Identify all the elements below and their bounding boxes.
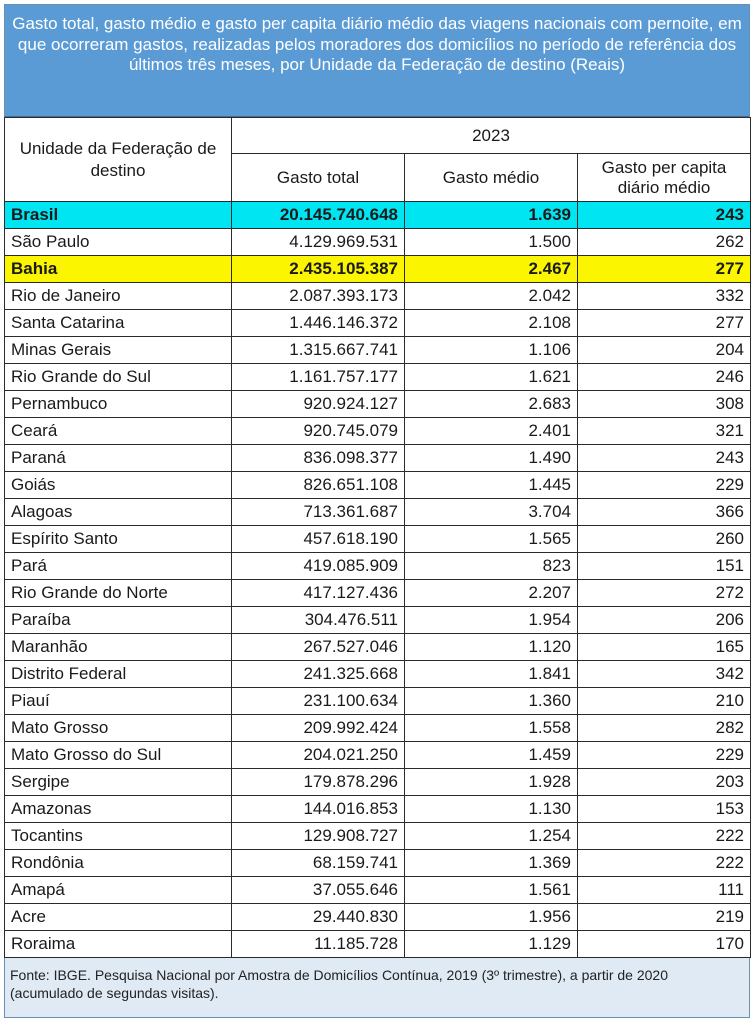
cell-gasto-medio: 2.467 bbox=[405, 256, 578, 283]
cell-gasto-medio: 1.360 bbox=[405, 688, 578, 715]
cell-gasto-medio: 2.683 bbox=[405, 391, 578, 418]
table-row bbox=[5, 202, 751, 229]
table-row bbox=[5, 337, 751, 364]
table-row bbox=[5, 931, 751, 958]
cell-gasto-total: 231.100.634 bbox=[232, 688, 405, 715]
cell-gasto-total: 144.016.853 bbox=[232, 796, 405, 823]
cell-gasto-per-capita: 332 bbox=[578, 283, 751, 310]
cell-gasto-per-capita: 229 bbox=[578, 472, 751, 499]
cell-gasto-per-capita: 210 bbox=[578, 688, 751, 715]
cell-gasto-total: 920.745.079 bbox=[232, 418, 405, 445]
cell-gasto-total: 209.992.424 bbox=[232, 715, 405, 742]
cell-gasto-per-capita: 342 bbox=[578, 661, 751, 688]
table-row bbox=[5, 715, 751, 742]
cell-gasto-per-capita: 277 bbox=[578, 256, 751, 283]
cell-gasto-per-capita: 165 bbox=[578, 634, 751, 661]
cell-uf: Espírito Santo bbox=[5, 526, 232, 553]
cell-gasto-medio: 1.369 bbox=[405, 850, 578, 877]
cell-gasto-per-capita: 203 bbox=[578, 769, 751, 796]
cell-gasto-per-capita: 111 bbox=[578, 877, 751, 904]
cell-gasto-total: 2.087.393.173 bbox=[232, 283, 405, 310]
cell-gasto-total: 1.161.757.177 bbox=[232, 364, 405, 391]
table-row bbox=[5, 769, 751, 796]
cell-gasto-medio: 1.490 bbox=[405, 445, 578, 472]
cell-gasto-medio: 2.207 bbox=[405, 580, 578, 607]
cell-gasto-total: 419.085.909 bbox=[232, 553, 405, 580]
cell-gasto-per-capita: 222 bbox=[578, 823, 751, 850]
cell-uf: Rondônia bbox=[5, 850, 232, 877]
cell-gasto-total: 304.476.511 bbox=[232, 607, 405, 634]
table-row bbox=[5, 472, 751, 499]
cell-gasto-medio: 2.108 bbox=[405, 310, 578, 337]
cell-uf: Sergipe bbox=[5, 769, 232, 796]
cell-gasto-per-capita: 277 bbox=[578, 310, 751, 337]
cell-uf: Paraíba bbox=[5, 607, 232, 634]
cell-gasto-per-capita: 246 bbox=[578, 364, 751, 391]
cell-gasto-medio: 1.445 bbox=[405, 472, 578, 499]
cell-gasto-medio: 1.120 bbox=[405, 634, 578, 661]
cell-gasto-per-capita: 219 bbox=[578, 904, 751, 931]
table-row bbox=[5, 796, 751, 823]
cell-gasto-per-capita: 170 bbox=[578, 931, 751, 958]
cell-gasto-medio: 1.500 bbox=[405, 229, 578, 256]
table-row bbox=[5, 607, 751, 634]
cell-gasto-total: 68.159.741 bbox=[232, 850, 405, 877]
data-table bbox=[4, 117, 751, 958]
table-row bbox=[5, 823, 751, 850]
table-row bbox=[5, 742, 751, 769]
cell-gasto-per-capita: 204 bbox=[578, 337, 751, 364]
cell-gasto-per-capita: 243 bbox=[578, 202, 751, 229]
cell-gasto-per-capita: 151 bbox=[578, 553, 751, 580]
cell-gasto-per-capita: 153 bbox=[578, 796, 751, 823]
table-row bbox=[5, 688, 751, 715]
table-row bbox=[5, 364, 751, 391]
cell-gasto-per-capita: 272 bbox=[578, 580, 751, 607]
cell-uf: Tocantins bbox=[5, 823, 232, 850]
cell-gasto-per-capita: 321 bbox=[578, 418, 751, 445]
cell-gasto-medio: 1.561 bbox=[405, 877, 578, 904]
table-row bbox=[5, 283, 751, 310]
cell-gasto-total: 826.651.108 bbox=[232, 472, 405, 499]
cell-gasto-per-capita: 243 bbox=[578, 445, 751, 472]
cell-gasto-total: 37.055.646 bbox=[232, 877, 405, 904]
cell-gasto-total: 4.129.969.531 bbox=[232, 229, 405, 256]
cell-uf: Amapá bbox=[5, 877, 232, 904]
cell-gasto-medio: 2.042 bbox=[405, 283, 578, 310]
cell-uf: Santa Catarina bbox=[5, 310, 232, 337]
cell-uf: Mato Grosso bbox=[5, 715, 232, 742]
cell-gasto-medio: 1.130 bbox=[405, 796, 578, 823]
table-row bbox=[5, 661, 751, 688]
cell-gasto-total: 1.315.667.741 bbox=[232, 337, 405, 364]
table-row bbox=[5, 310, 751, 337]
cell-gasto-medio: 1.956 bbox=[405, 904, 578, 931]
cell-gasto-per-capita: 222 bbox=[578, 850, 751, 877]
table-row bbox=[5, 256, 751, 283]
table-row bbox=[5, 634, 751, 661]
table-row bbox=[5, 580, 751, 607]
cell-gasto-medio: 1.254 bbox=[405, 823, 578, 850]
cell-gasto-total: 457.618.190 bbox=[232, 526, 405, 553]
cell-uf: Pernambuco bbox=[5, 391, 232, 418]
table-row bbox=[5, 418, 751, 445]
table-body bbox=[5, 202, 751, 958]
cell-uf: Ceará bbox=[5, 418, 232, 445]
header-gasto-per-capita: Gasto per capita diário médio bbox=[578, 154, 751, 202]
cell-uf: Rio Grande do Norte bbox=[5, 580, 232, 607]
cell-uf: Bahia bbox=[5, 256, 232, 283]
cell-gasto-total: 29.440.830 bbox=[232, 904, 405, 931]
cell-gasto-per-capita: 229 bbox=[578, 742, 751, 769]
cell-uf: Maranhão bbox=[5, 634, 232, 661]
cell-uf: São Paulo bbox=[5, 229, 232, 256]
cell-gasto-medio: 1.621 bbox=[405, 364, 578, 391]
cell-gasto-total: 179.878.296 bbox=[232, 769, 405, 796]
source-note: Fonte: IBGE. Pesquisa Nacional por Amostra de Domicílios Contínua, 2019 (3º trimestre), a partir de 2020 (acumulado de segundas visitas). bbox=[10, 967, 668, 1001]
cell-gasto-medio: 1.565 bbox=[405, 526, 578, 553]
cell-gasto-total: 129.908.727 bbox=[232, 823, 405, 850]
cell-uf: Acre bbox=[5, 904, 232, 931]
table-row bbox=[5, 391, 751, 418]
cell-gasto-total: 267.527.046 bbox=[232, 634, 405, 661]
cell-uf: Distrito Federal bbox=[5, 661, 232, 688]
cell-gasto-per-capita: 308 bbox=[578, 391, 751, 418]
cell-uf: Amazonas bbox=[5, 796, 232, 823]
cell-gasto-medio: 1.106 bbox=[405, 337, 578, 364]
cell-uf: Roraima bbox=[5, 931, 232, 958]
table-row bbox=[5, 553, 751, 580]
cell-gasto-total: 920.924.127 bbox=[232, 391, 405, 418]
cell-gasto-medio: 1.928 bbox=[405, 769, 578, 796]
header-uf: Unidade da Federação de destino bbox=[5, 118, 232, 202]
cell-gasto-total: 417.127.436 bbox=[232, 580, 405, 607]
cell-gasto-medio: 1.954 bbox=[405, 607, 578, 634]
cell-uf: Alagoas bbox=[5, 499, 232, 526]
cell-gasto-total: 836.098.377 bbox=[232, 445, 405, 472]
cell-gasto-medio: 1.841 bbox=[405, 661, 578, 688]
cell-gasto-per-capita: 206 bbox=[578, 607, 751, 634]
cell-gasto-total: 241.325.668 bbox=[232, 661, 405, 688]
cell-uf: Rio de Janeiro bbox=[5, 283, 232, 310]
cell-gasto-per-capita: 366 bbox=[578, 499, 751, 526]
header-year: 2023 bbox=[232, 118, 751, 154]
cell-gasto-medio: 1.639 bbox=[405, 202, 578, 229]
table-card bbox=[4, 4, 750, 1018]
cell-uf: Mato Grosso do Sul bbox=[5, 742, 232, 769]
table-row bbox=[5, 904, 751, 931]
cell-gasto-total: 1.446.146.372 bbox=[232, 310, 405, 337]
cell-gasto-medio: 823 bbox=[405, 553, 578, 580]
cell-gasto-medio: 3.704 bbox=[405, 499, 578, 526]
cell-gasto-per-capita: 282 bbox=[578, 715, 751, 742]
cell-gasto-medio: 2.401 bbox=[405, 418, 578, 445]
cell-gasto-per-capita: 260 bbox=[578, 526, 751, 553]
table-row bbox=[5, 526, 751, 553]
cell-gasto-total: 11.185.728 bbox=[232, 931, 405, 958]
cell-gasto-total: 20.145.740.648 bbox=[232, 202, 405, 229]
table-row bbox=[5, 850, 751, 877]
cell-uf: Goiás bbox=[5, 472, 232, 499]
cell-gasto-medio: 1.558 bbox=[405, 715, 578, 742]
table-title: Gasto total, gasto médio e gasto per capita diário médio das viagens nacionais com pernoite, em que ocorreram gastos, realizadas pelos moradores dos domicílios no período de referência dos últimos três meses, por Unidade da Federação de destino (Reais) bbox=[5, 5, 749, 117]
cell-uf: Brasil bbox=[5, 202, 232, 229]
table-row bbox=[5, 229, 751, 256]
cell-uf: Pará bbox=[5, 553, 232, 580]
cell-gasto-total: 713.361.687 bbox=[232, 499, 405, 526]
cell-uf: Minas Gerais bbox=[5, 337, 232, 364]
cell-gasto-total: 204.021.250 bbox=[232, 742, 405, 769]
header-gasto-medio: Gasto médio bbox=[405, 154, 578, 202]
cell-uf: Rio Grande do Sul bbox=[5, 364, 232, 391]
cell-uf: Piauí bbox=[5, 688, 232, 715]
table-row bbox=[5, 445, 751, 472]
cell-gasto-per-capita: 262 bbox=[578, 229, 751, 256]
table-row bbox=[5, 877, 751, 904]
cell-gasto-medio: 1.129 bbox=[405, 931, 578, 958]
header-gasto-total: Gasto total bbox=[232, 154, 405, 202]
cell-uf: Paraná bbox=[5, 445, 232, 472]
table-row bbox=[5, 499, 751, 526]
cell-gasto-total: 2.435.105.387 bbox=[232, 256, 405, 283]
cell-gasto-medio: 1.459 bbox=[405, 742, 578, 769]
